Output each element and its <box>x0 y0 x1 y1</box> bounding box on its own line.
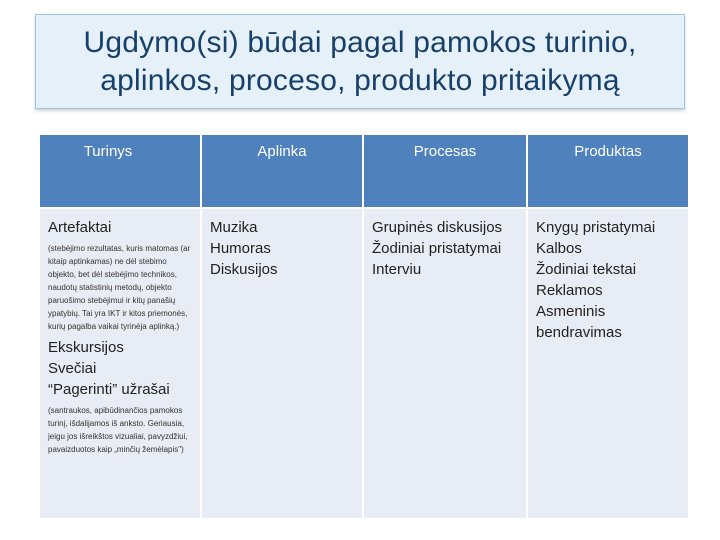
header-procesas: Procesas <box>364 135 526 207</box>
title-box <box>35 14 685 109</box>
turinys-item: “Pagerinti” užrašai <box>48 381 170 398</box>
header-produktas: Produktas <box>528 135 688 207</box>
turinys-item: Svečiai <box>48 360 97 377</box>
title-line-1: Ugdymo(si) būdai pagal pamokos turinio, <box>83 25 637 59</box>
turinys-item: Artefaktai <box>48 219 112 236</box>
list-item: Žodiniai pristatymai <box>372 240 502 257</box>
turinys-item: Ekskursijos <box>48 339 124 356</box>
header-turinys: Turinys <box>40 135 200 207</box>
list-item: Interviu <box>372 261 422 278</box>
cell-procesas <box>364 207 526 518</box>
header-aplinka: Aplinka <box>202 135 362 207</box>
table-row <box>40 207 688 518</box>
list-item: Asmeninis bendravimas <box>536 303 622 341</box>
title-line-2: aplinkos, proceso, produkto pritaikymą <box>100 63 620 97</box>
adaptation-table <box>38 135 690 518</box>
list-item: Kalbos <box>536 240 582 257</box>
cell-turinys <box>40 207 200 518</box>
cell-produktas <box>528 207 688 518</box>
list-item: Humoras <box>210 240 271 257</box>
list-item: Knygų pristatymai <box>536 219 656 236</box>
list-item: Reklamos <box>536 282 603 299</box>
list-item: Grupinės diskusijos <box>372 219 503 236</box>
list-item: Muzika <box>210 219 258 236</box>
turinys-note: (stebėjimo rezultatas, kuris matomas (ar kitaip aptinkamas) ne dėl stebimo objekto, bet dėl stebėjimo technikos, naudotų statistinių metodų, objekto paruošimo stebėjimui ir kitų panašių ypatybių. Tai yra IKT ir kitos priemonės, kurių pagalba vaikai tyrinėja aplinką.) <box>48 244 191 331</box>
list-item: Diskusijos <box>210 261 278 278</box>
list-item: Žodiniai tekstai <box>536 261 637 278</box>
header-row <box>40 135 688 207</box>
page-title <box>83 24 636 100</box>
turinys-note: (santraukos, apibūdinančios pamokos turinį, išdalijamos iš anksto. Geriausia, jeigu jos išreikštos vizualiai, pavyzdžiui, pavaizduotos kaip „minčių žemėlapis") <box>48 406 188 454</box>
cell-aplinka <box>202 207 362 518</box>
